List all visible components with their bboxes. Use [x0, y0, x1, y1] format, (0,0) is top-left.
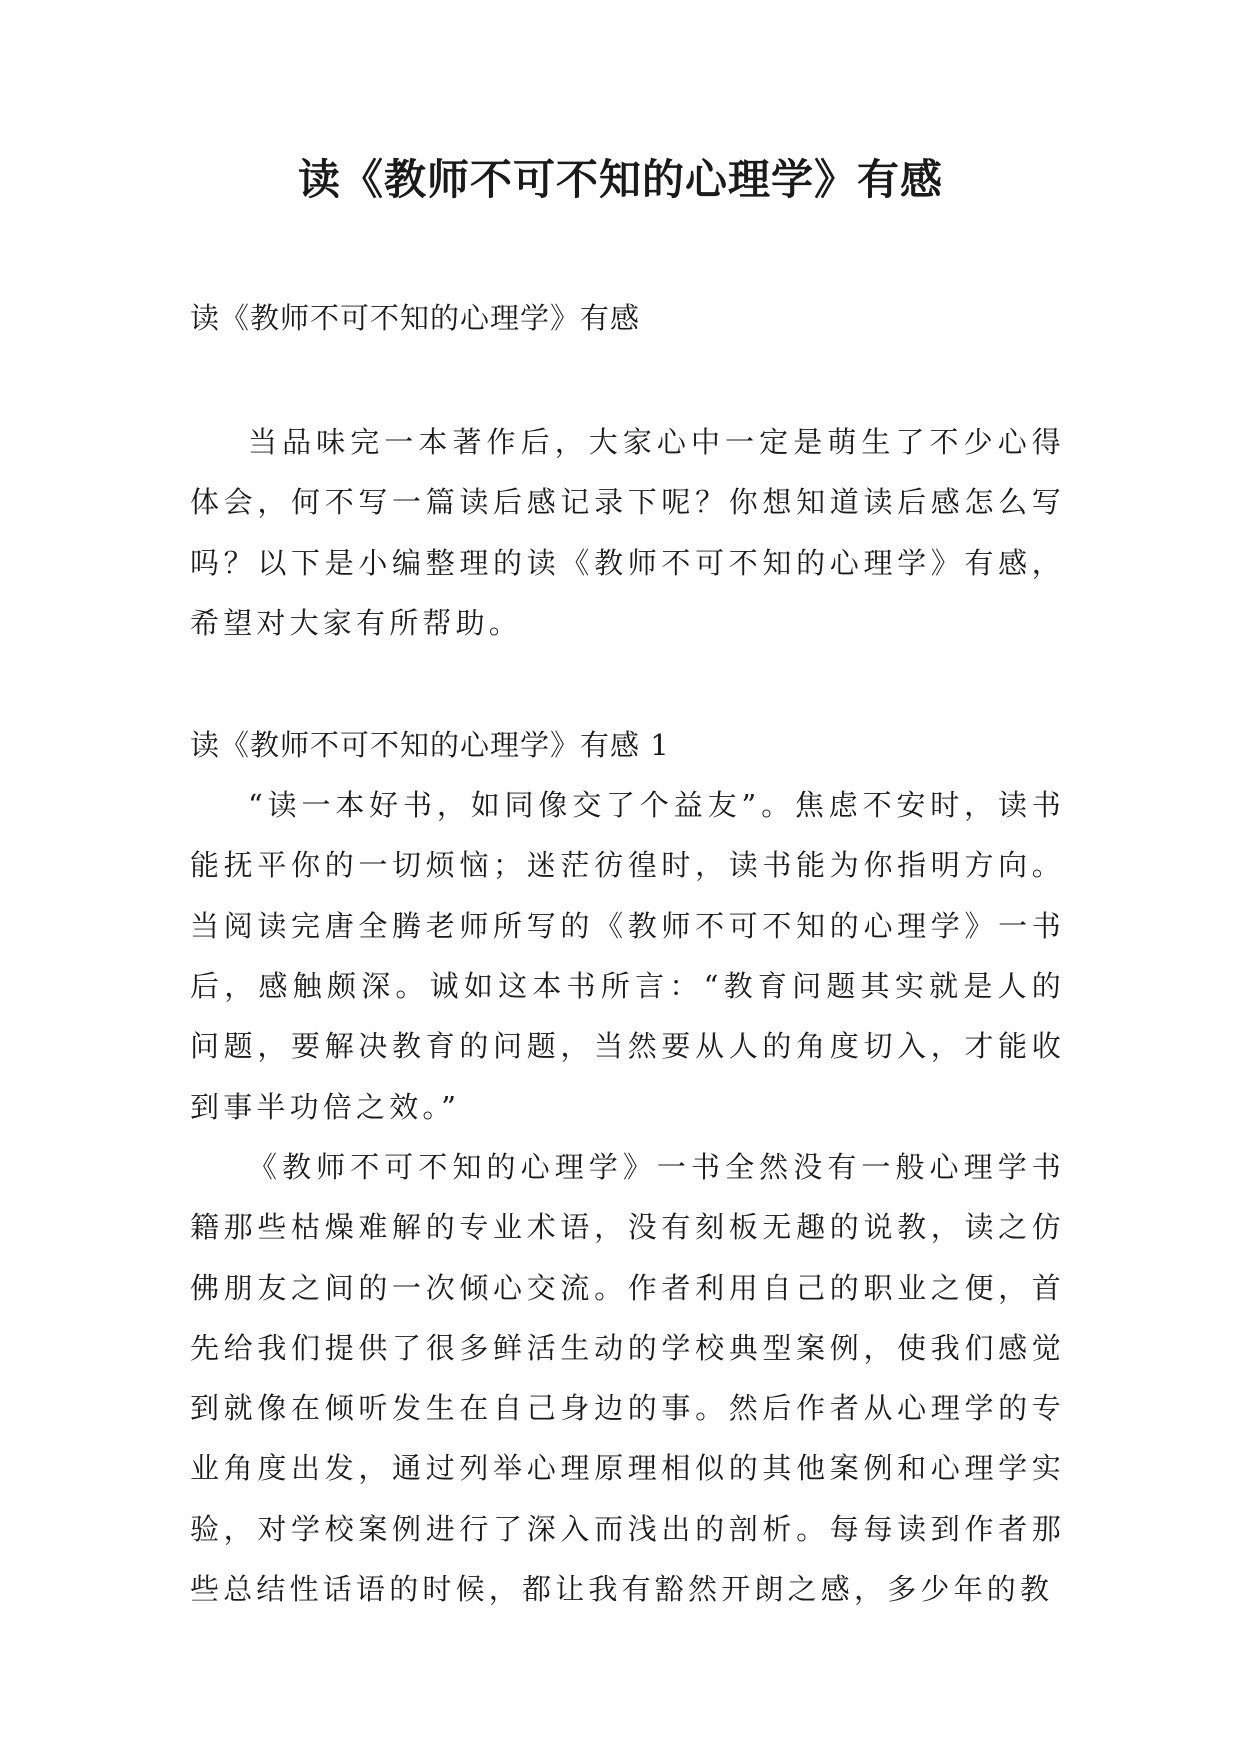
body-paragraph: 《教师不可不知的心理学》一书全然没有一般心理学书籍那些枯燥难解的专业术语，没有刻板无趣的说教，读之仿佛朋友之间的一次倾心交流。作者利用自己的职业之便，首先给我们提供了很多鲜活生动的学校典型案例，使我们感觉到就像在倾听发生在自己身边的事。然后作者从心理学的专业角度出发，通过列举心理原理相似的其他案例和心理学实验，对学校案例进行了深入而浅出的剖析。每每读到作者那些总结性话语的时候，都让我有豁然开朗之感，多少年的教	[190, 1149, 1065, 1607]
intro-paragraph: 当品味完一本著作后，大家心中一定是萌生了不少心得体会，何不写一篇读后感记录下呢？你想知道读后感怎么写吗？以下是小编整理的读《教师不可不知的心理学》有感，希望对大家有所帮助。	[190, 425, 1065, 640]
body-paragraph: “读一本好书，如同像交了个益友”。焦虑不安时，读书能抚平你的一切烦恼；迷茫彷徨时，读书能为你指明方向。当阅读完唐全腾老师所写的《教师不可不知的心理学》一书后，感触颇深。诚如这本书所言：“教育问题其实就是人的问题，要解决教育的问题，当然要从人的角度切入，才能收到事半功倍之效。”	[190, 788, 1065, 1124]
document-subtitle: 读《教师不可不知的心理学》有感	[190, 301, 641, 335]
document-body	[190, 288, 1065, 1619]
section-heading: 读《教师不可不知的心理学》有感 1	[190, 728, 670, 763]
document-title: 读《教师不可不知的心理学》有感	[297, 155, 943, 204]
